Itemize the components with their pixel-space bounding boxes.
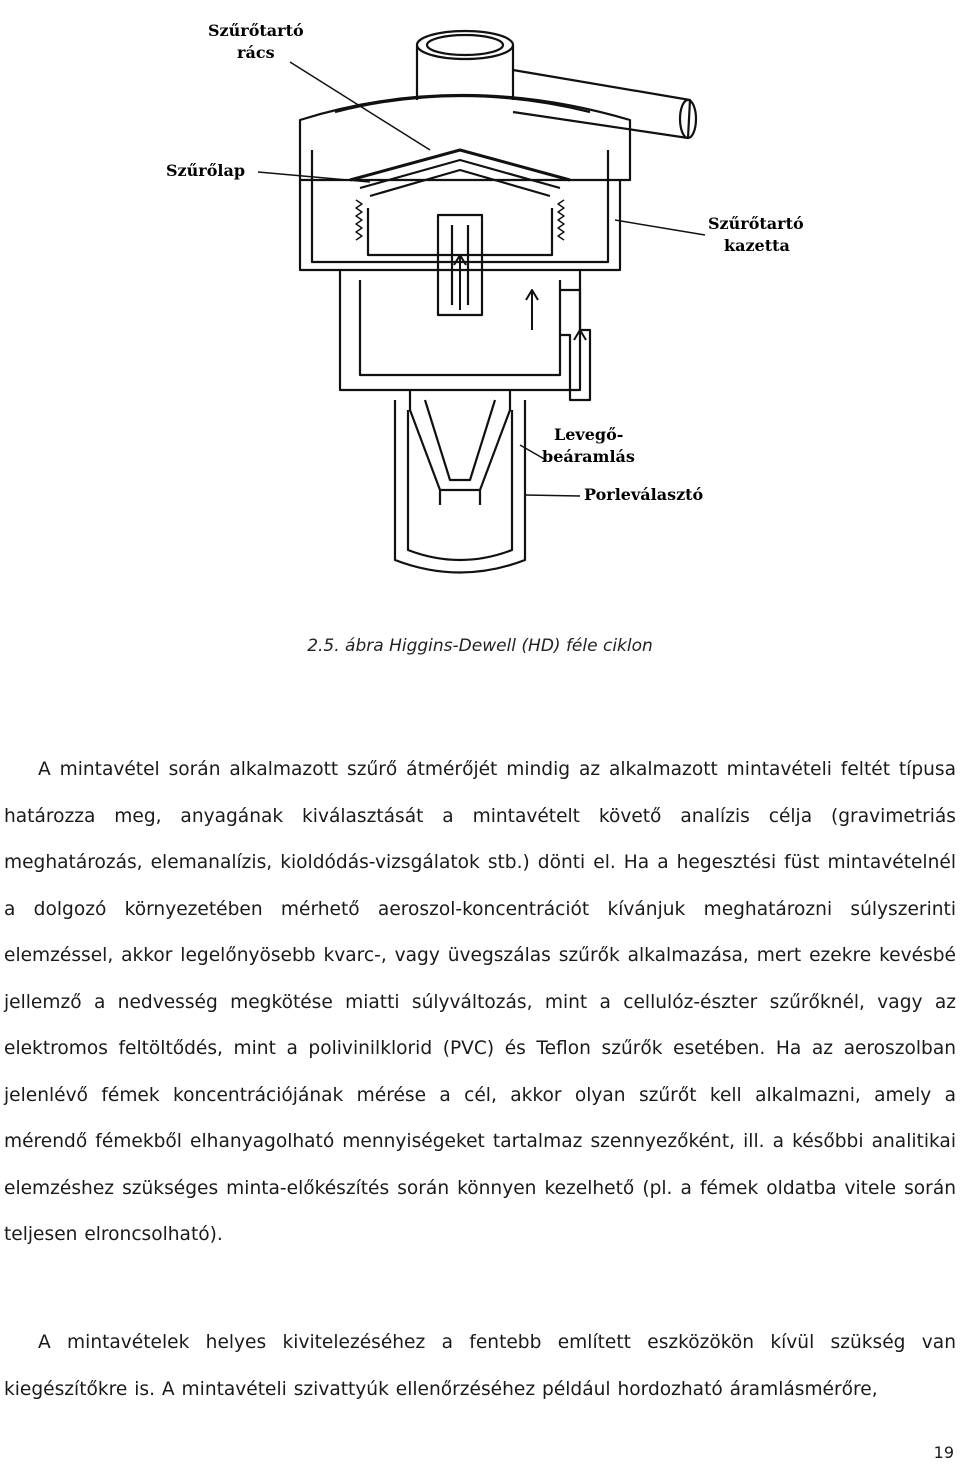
cyclone-diagram	[160, 0, 804, 600]
paragraph-1: A mintavétel során alkalmazott szűrő átmérőjét mindig az alkalmazott mintavételi feltét típusa határozza meg, anyagának kiválasztását a mintavételt követő analízis célja (gravimetriás meghatározás, elemanalízis, kioldódás-vizsgálatok stb.) dönti el. Ha a hegesztési füst mintavételnél a dolgozó környezetében mérhető aeroszol-koncentrációt kívánjuk meghatározni súlyszerinti elemzéssel, akkor legelőnyösebb kvarc-, vagy üvegszálas szűrők alkalmazása, mert ezekre kevésbé jellemző a nedvesség megkötése miatti súlyváltozás, mint a cellulóz-észter szűrőknél, vagy az elektromos feltöltődés, mint a polivinilklorid (PVC) és Teflon szűrők esetében. Ha az aeroszolban jelenlévő fémek koncentrációjának mérése a cél, akkor olyan szűrőt kell alkalmazni, amely a mérendő fémekből elhanyagolható mennyiségeket tartalmaz szennyezőként, ill. a későbbi analitikai elemzéshez szükséges minta-előkészítés során könnyen kezelhető (pl. a fémek oldatba vitele során teljesen elroncsolható).	[4, 759, 956, 1245]
figure-caption: 2.5. ábra Higgins-Dewell (HD) féle ciklon	[307, 636, 653, 656]
label-dust-separator: Porleválasztó	[584, 485, 704, 504]
cyclone-drawing	[160, 0, 720, 600]
label-filter-cassette-line2: kazetta	[724, 236, 790, 255]
label-filter-grid-line1: Szűrőtartó	[208, 21, 304, 40]
label-filter-cassette-line1: Szűrőtartó	[708, 214, 804, 233]
page-number: 19	[933, 1443, 954, 1462]
label-filter-grid-line2: rács	[237, 43, 275, 62]
paragraph-2: A mintavételek helyes kivitelezéséhez a fentebb említett eszközökön kívül szükség van kiegészítőkre is. A mintavételi szivattyúk ellenőrzéséhez például hordozható áramlásmérőre,	[4, 1332, 956, 1400]
label-air-inflow	[542, 424, 635, 468]
label-filter-grid	[208, 20, 304, 64]
label-filter-cassette	[708, 213, 804, 257]
label-air-inflow-line1: Levegő-	[554, 425, 624, 444]
label-air-inflow-line2: beáramlás	[542, 447, 635, 466]
label-filter-plate: Szűrőlap	[166, 161, 246, 180]
